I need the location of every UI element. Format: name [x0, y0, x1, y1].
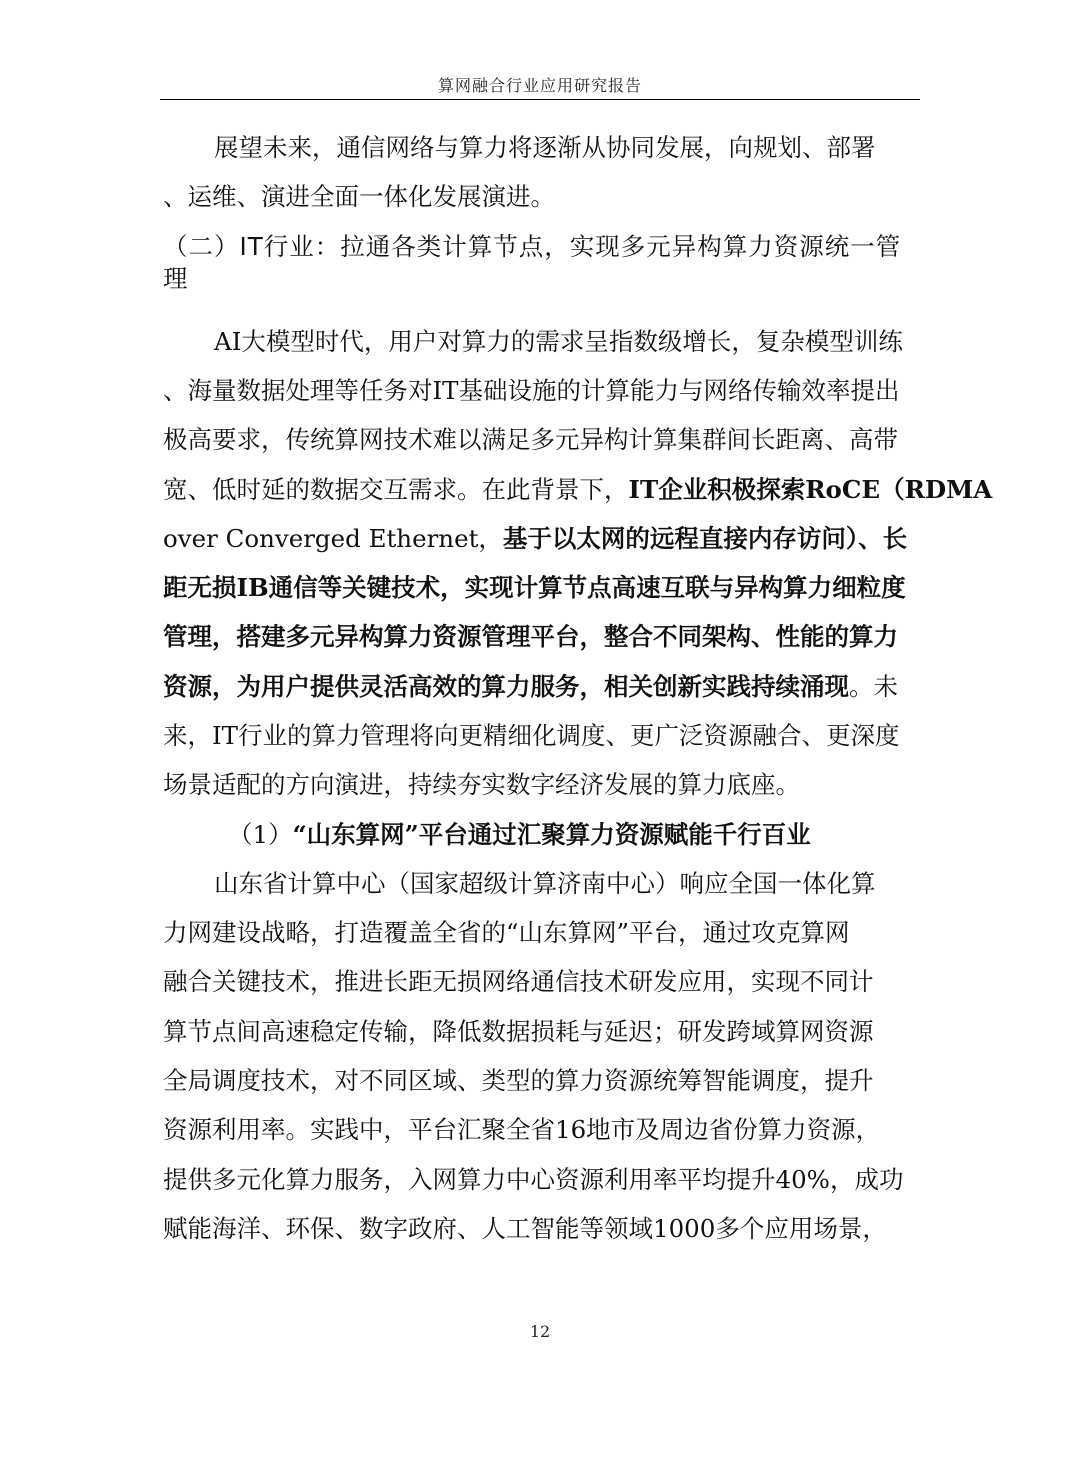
shandong-paragraph-line-3: 融合关键技术，推进长距无损网络通信技术研发应用，实现不同计	[163, 967, 874, 996]
page-number: 12	[529, 1322, 551, 1341]
section-heading-line-1: （二）IT行业：拉通各类计算节点，实现多元异构算力资源统一管	[163, 232, 902, 261]
subsection-heading	[228, 818, 988, 852]
shandong-paragraph-line-8: 赋能海洋、环保、数字政府、人工智能等领域1000多个应用场景，	[163, 1214, 887, 1243]
ai-paragraph-line-8-bold: 资源，为用户提供灵活高效的算力服务，相关创新实践持续涌现	[163, 672, 849, 701]
shandong-paragraph-line-1: 山东省计算中心（国家超级计算济南中心）响应全国一体化算	[214, 869, 876, 898]
running-header-title: 算网融合行业应用研究报告	[437, 76, 642, 95]
ai-paragraph-line-7: 管理，搭建多元异构算力资源管理平台，整合不同架构、性能的算力	[163, 622, 898, 651]
ai-paragraph-line-4	[163, 473, 993, 507]
shandong-paragraph-line-5: 全局调度技术，对不同区域、类型的算力资源统筹智能调度，提升	[163, 1066, 874, 1095]
ai-paragraph-line-5-plain: over Converged Ethernet，	[163, 524, 503, 553]
ai-paragraph-line-4-plain: 宽、低时延的数据交互需求。在此背景下，	[163, 475, 629, 504]
shandong-paragraph-line-4: 算节点间高速稳定传输，降低数据损耗与延迟；研发跨域算网资源	[163, 1017, 874, 1046]
ai-paragraph-line-5-bold: 基于以太网的远程直接内存访问）、长	[502, 524, 908, 553]
intro-line-2: 、运维、演进全面一体化发展演进。	[163, 182, 555, 211]
ai-paragraph-line-8	[163, 670, 923, 704]
intro-line-1: 展望未来，通信网络与算力将逐渐从协同发展，向规划、部署	[214, 133, 876, 162]
ai-paragraph-line-9: 来，IT行业的算力管理将向更精细化调度、更广泛资源融合、更深度	[163, 721, 900, 750]
shandong-paragraph-line-2: 力网建设战略，打造覆盖全省的“山东算网”平台，通过攻克算网	[163, 918, 850, 947]
ai-paragraph-line-2: 、海量数据处理等任务对IT基础设施的计算能力与网络传输效率提出	[163, 376, 900, 405]
header-divider	[160, 99, 920, 100]
section-heading-line-2: 理	[163, 264, 189, 293]
ai-paragraph-line-8-plain: 。未	[849, 672, 898, 701]
ai-paragraph-line-5	[163, 522, 923, 556]
shandong-paragraph-line-7: 提供多元化算力服务，入网算力中心资源利用率平均提升40%，成功	[163, 1165, 904, 1194]
ai-paragraph-line-1: AI大模型时代，用户对算力的需求呈指数级增长，复杂模型训练	[214, 327, 903, 356]
ai-paragraph-line-10: 场景适配的方向演进，持续夯实数字经济发展的算力底座。	[163, 770, 800, 799]
subsection-heading-prefix: （1）	[228, 820, 293, 849]
subsection-heading-title: “山东算网”平台通过汇聚算力资源赋能千行百业	[292, 820, 811, 849]
ai-paragraph-line-4-bold: IT企业积极探索RoCE（RDMA	[628, 475, 993, 504]
ai-paragraph-line-6: 距无损IB通信等关键技术，实现计算节点高速互联与异构算力细粒度	[163, 573, 906, 602]
shandong-paragraph-line-6: 资源利用率。实践中，平台汇聚全省16地市及周边省份算力资源，	[163, 1115, 881, 1144]
ai-paragraph-line-3: 极高要求，传统算网技术难以满足多元异构计算集群间长距离、高带	[163, 425, 898, 454]
